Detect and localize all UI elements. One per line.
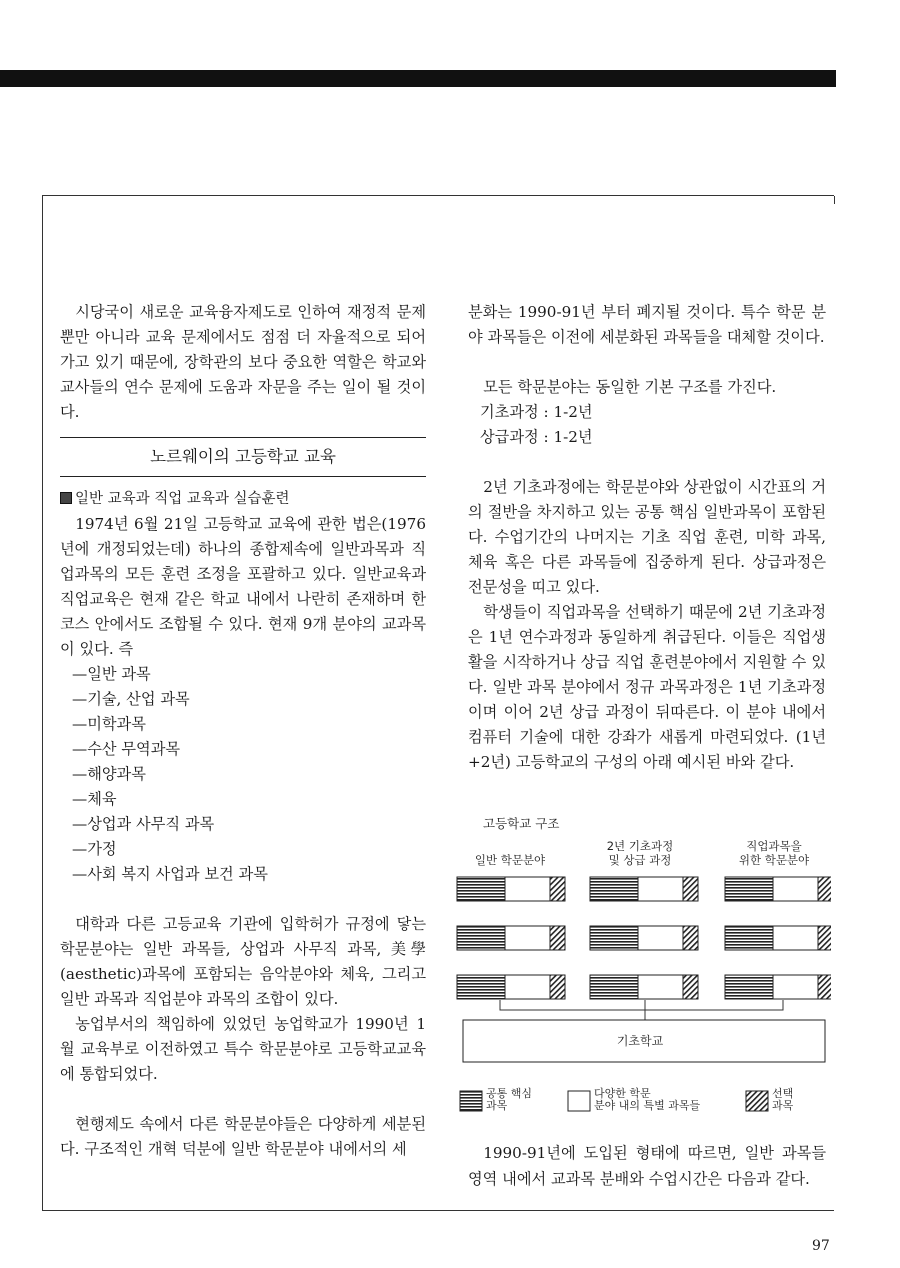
list-item: —체육 [72, 790, 117, 808]
elective-subject-segment [550, 975, 565, 999]
field-list [60, 662, 426, 887]
elective-subject-segment [550, 926, 565, 950]
elective-subject-segment [683, 926, 698, 950]
special-subject-segment [505, 926, 550, 950]
elective-subject-segment [683, 877, 698, 901]
elective-subject-segment [818, 877, 831, 901]
list-item: —미학과목 [72, 715, 146, 733]
special-subject-segment [505, 975, 550, 999]
subheading: 일반 교육과 직업 교육과 실습훈련 [60, 487, 426, 512]
legend-special-icon [568, 1091, 590, 1111]
list-item: —일반 과목 [72, 665, 151, 683]
section-title: 노르웨이의 고등학교 교육 [60, 437, 426, 477]
special-subject-segment [773, 877, 818, 901]
core-subject-segment [590, 975, 638, 999]
right-column [468, 300, 826, 775]
legend-core-icon [460, 1091, 482, 1111]
base-school-label: 기초학교 [616, 1034, 664, 1048]
square-bullet-icon [60, 492, 72, 504]
elective-subject-segment [818, 975, 831, 999]
elective-subject-segment [550, 877, 565, 901]
paragraph: 2년 기초과정에는 학문분야와 상관없이 시간표의 거의 절반을 차지하고 있는 공통 핵심 일반과목이 포함된다. 수업기간의 나머지는 기초 직업 훈련, 미학 과목, 체육 혹은 다른 과목들에 집중하게 된다. 상급과정은 전문성을 띠고 있다. [468, 478, 826, 596]
core-subject-segment [457, 975, 505, 999]
elective-subject-segment [683, 975, 698, 999]
left-column [60, 300, 426, 1162]
paragraph: 분화는 1990-91년 부터 폐지될 것이다. 특수 학문 분야 과목들은 이전에 세분화된 과목들을 대체할 것이다. [468, 303, 826, 346]
connector-lines [500, 1000, 783, 1020]
column-label-basic-advanced-b: 및 상급 과정 [608, 853, 672, 867]
core-subject-segment [590, 877, 638, 901]
column-label-vocational-b: 위한 학문분야 [738, 853, 810, 867]
paragraph: 농업부서의 책임하에 있었던 농업학교가 1990년 1월 교육부로 이전하였고 특수 학문분야로 고등학교교육에 통합되었다. [60, 1015, 426, 1083]
structure-diagram [455, 815, 831, 1125]
closing-paragraph: 1990-91년에 도입된 형태에 따르면, 일반 과목들 영역 내에서 교과목 분배와 수업시간은 다음과 같다. [468, 1144, 826, 1188]
core-subject-segment [725, 975, 773, 999]
column-label-general: 일반 학문분야 [474, 853, 546, 867]
paragraph: 학생들이 직업과목을 선택하기 때문에 2년 기초과정은 1년 연수과정과 동일하게 취급된다. 이들은 직업생활을 시작하거나 상급 직업 훈련분야에서 지원할 수 있다. 일반 과목 분야에서 정규 과목과정은 1년 기초과정이며 이어 2년 상급 과정이 뒤따른다. 이 분야 내에서 컴퓨터 기술에 대한 강좌가 새롭게 마련되었다. (1년+2년) 고등학교의 구성의 아래 예시된 바와 같다. [468, 603, 826, 771]
paragraph: 대학과 다른 고등교육 기관에 입학허가 규정에 닿는 학문분야는 일반 과목들, 상업과 사무직 과목, 美學(aesthetic)과목에 포함되는 음악분야와 체육, 그리고 일반 과목과 직업분야 과목의 조합이 있다. [60, 915, 426, 1008]
special-subject-segment [773, 975, 818, 999]
page-number: 97 [812, 1238, 830, 1254]
list-item: —상업과 사무직 과목 [72, 815, 215, 833]
top-rule-bar [0, 70, 836, 87]
special-subject-segment [505, 877, 550, 901]
core-subject-segment [457, 877, 505, 901]
legend-core-label: 공통 핵심 과목 [486, 1087, 533, 1112]
diagram-title: 고등학교 구조 [483, 816, 560, 831]
special-subject-segment [638, 926, 683, 950]
core-subject-segment [590, 926, 638, 950]
core-subject-segment [725, 877, 773, 901]
list-item: —기술, 산업 과목 [72, 690, 190, 708]
special-subject-segment [638, 975, 683, 999]
intro-paragraph: 시당국이 새로운 교육융자제도로 인하여 재정적 문제뿐만 아니라 교육 문제에서도 점점 더 자율적으로 되어가고 있기 때문에, 장학관의 보다 중요한 역할은 학교와 교사들의 연수 문제에 도움과 자문을 주는 일이 될 것이다. [60, 303, 426, 421]
course-basic: 기초과정 : 1-2년 [480, 403, 593, 421]
core-subject-segment [457, 926, 505, 950]
elective-subject-segment [818, 926, 831, 950]
paragraph: 모든 학문분야는 동일한 기본 구조를 가진다. [483, 378, 777, 396]
paragraph: 현행제도 속에서 다른 학문분야들은 다양하게 세분된다. 구조적인 개혁 덕분에 일반 학문분야 내에서의 세 [60, 1115, 426, 1158]
column-label-vocational-a: 직업과목을 [746, 839, 802, 853]
column-label-basic-advanced-a: 2년 기초과정 [606, 839, 674, 853]
legend-special-label: 다양한 학문 분야 내의 특별 과목들 [594, 1087, 701, 1112]
core-subject-segment [725, 926, 773, 950]
list-item: —해양과목 [72, 765, 146, 783]
list-item: —사회 복지 사업과 보건 과목 [72, 865, 268, 883]
list-item: —가정 [72, 840, 117, 858]
course-advanced: 상급과정 : 1-2년 [480, 428, 593, 446]
legend-elective-label: 선택 과목 [772, 1087, 794, 1112]
special-subject-segment [638, 877, 683, 901]
special-subject-segment [773, 926, 818, 950]
paragraph: 1974년 6월 21일 고등학교 교육에 관한 법은(1976년에 개정되었는데) 하나의 종합제속에 일반과목과 직업과목의 모든 훈련 조정을 포괄하고 있다. 일반교육과 직업교육은 현재 같은 학교 내에서 나란히 존재하며 한 코스 안에서도 조합될 수 있다. 현재 9개 분야의 교과목이 있다. 즉 [60, 515, 426, 658]
list-item: —수산 무역과목 [72, 740, 181, 758]
legend-elective-icon [746, 1091, 768, 1111]
